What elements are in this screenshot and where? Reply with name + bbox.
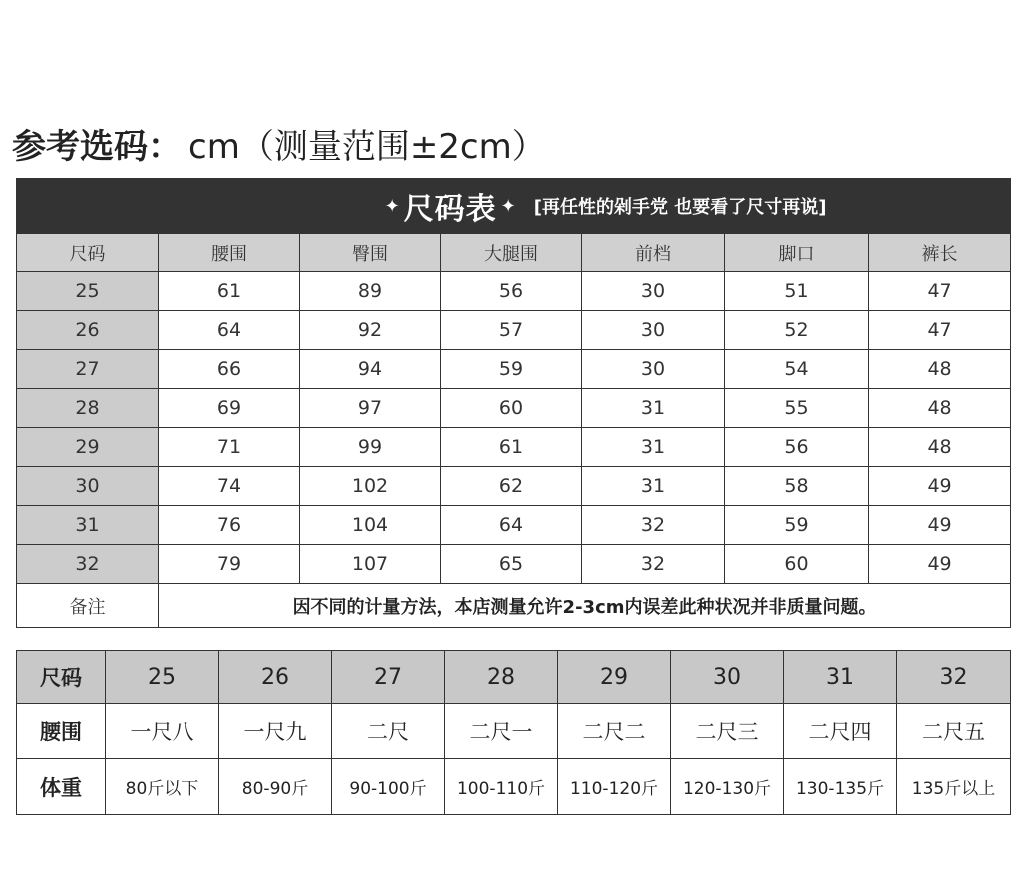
size-cell: 29 [17,428,159,467]
ref-waist-cell: 一尺八 [106,704,219,759]
heading-unit: cm（测量范围±2cm） [188,126,546,167]
ref-weight-cell: 80斤以下 [106,759,219,815]
measurement-cell: 97 [300,389,441,428]
size-reference-table [16,650,1011,815]
measurement-cell: 59 [725,506,869,545]
measurement-cell: 61 [159,272,300,311]
column-header: 前档 [582,234,725,272]
ref-weight-cell: 120-130斤 [671,759,784,815]
ref-weight-cell: 100-110斤 [445,759,558,815]
measurement-cell: 62 [441,467,582,506]
measurement-cell: 31 [582,389,725,428]
ref-size-cell: 25 [106,651,219,704]
table-row [17,311,1011,350]
banner-title: 尺码表 [403,192,497,227]
measurement-cell: 48 [869,428,1011,467]
note-row [17,584,1011,628]
measurement-cell: 60 [441,389,582,428]
measurement-cell: 107 [300,545,441,584]
measurement-cell: 49 [869,545,1011,584]
measurement-cell: 74 [159,467,300,506]
ref-size-cell: 27 [332,651,445,704]
measurement-cell: 94 [300,350,441,389]
size-cell: 30 [17,467,159,506]
measurement-cell: 48 [869,350,1011,389]
sparkle-left-icon: ✦ [384,195,400,217]
measurement-cell: 51 [725,272,869,311]
ref-waist-label: 腰围 [17,704,106,759]
measurement-cell: 64 [441,506,582,545]
measurement-cell: 31 [582,428,725,467]
page-heading [12,118,546,168]
ref-waist-cell: 二尺一 [445,704,558,759]
table-row [17,389,1011,428]
table-row [17,467,1011,506]
measurement-cell: 61 [441,428,582,467]
table-row [17,272,1011,311]
ref-size-cell: 28 [445,651,558,704]
measurement-cell: 54 [725,350,869,389]
measurement-cell: 49 [869,467,1011,506]
column-header: 大腿围 [441,234,582,272]
ref-weight-cell: 90-100斤 [332,759,445,815]
table-row [17,506,1011,545]
column-header: 脚口 [725,234,869,272]
ref-size-row [17,651,1011,704]
size-cell: 26 [17,311,159,350]
ref-weight-cell: 110-120斤 [558,759,671,815]
heading-title: 参考选码： [12,126,182,167]
column-header: 尺码 [17,234,159,272]
measurement-cell: 57 [441,311,582,350]
note-label: 备注 [17,584,159,628]
ref-size-cell: 32 [897,651,1011,704]
ref-size-label: 尺码 [17,651,106,704]
ref-weight-cell: 135斤以上 [897,759,1011,815]
ref-size-cell: 26 [219,651,332,704]
ref-waist-row [17,704,1011,759]
size-chart-banner [17,179,1011,234]
measurement-cell: 59 [441,350,582,389]
measurement-cell: 64 [159,311,300,350]
ref-weight-label: 体重 [17,759,106,815]
ref-waist-cell: 二尺 [332,704,445,759]
ref-weight-cell: 80-90斤 [219,759,332,815]
measurement-cell: 30 [582,350,725,389]
ref-waist-cell: 二尺三 [671,704,784,759]
measurement-cell: 69 [159,389,300,428]
ref-waist-cell: 二尺五 [897,704,1011,759]
measurement-cell: 58 [725,467,869,506]
column-header: 腰围 [159,234,300,272]
ref-waist-cell: 二尺二 [558,704,671,759]
measurement-cell: 30 [582,311,725,350]
measurement-cell: 71 [159,428,300,467]
column-header: 臀围 [300,234,441,272]
size-chart-header-row [17,234,1011,272]
measurement-cell: 31 [582,467,725,506]
measurement-cell: 49 [869,506,1011,545]
measurement-cell: 47 [869,311,1011,350]
banner-subtitle: [再任性的剁手党 也要看了尺寸再说] [533,197,827,218]
sparkle-right-icon: ✦ [500,195,516,217]
size-cell: 32 [17,545,159,584]
measurement-cell: 52 [725,311,869,350]
measurement-cell: 66 [159,350,300,389]
measurement-cell: 104 [300,506,441,545]
measurement-cell: 48 [869,389,1011,428]
ref-waist-cell: 二尺四 [784,704,897,759]
measurement-cell: 89 [300,272,441,311]
measurement-cell: 79 [159,545,300,584]
ref-weight-cell: 130-135斤 [784,759,897,815]
measurement-cell: 99 [300,428,441,467]
measurement-cell: 56 [441,272,582,311]
size-cell: 28 [17,389,159,428]
size-cell: 25 [17,272,159,311]
size-cell: 27 [17,350,159,389]
table-row [17,350,1011,389]
measurement-cell: 32 [582,506,725,545]
ref-size-cell: 31 [784,651,897,704]
column-header: 裤长 [869,234,1011,272]
banner-row [17,179,1011,234]
ref-size-cell: 29 [558,651,671,704]
measurement-cell: 76 [159,506,300,545]
measurement-cell: 30 [582,272,725,311]
measurement-cell: 65 [441,545,582,584]
measurement-cell: 102 [300,467,441,506]
measurement-cell: 92 [300,311,441,350]
table-row [17,428,1011,467]
measurement-cell: 47 [869,272,1011,311]
measurement-cell: 56 [725,428,869,467]
ref-size-cell: 30 [671,651,784,704]
size-cell: 31 [17,506,159,545]
measurement-cell: 60 [725,545,869,584]
ref-weight-row [17,759,1011,815]
size-chart-table [16,178,1011,628]
ref-waist-cell: 一尺九 [219,704,332,759]
note-text: 因不同的计量方法，本店测量允许2-3cm内误差此种状况并非质量问题。 [159,584,1011,628]
measurement-cell: 32 [582,545,725,584]
table-row [17,545,1011,584]
measurement-cell: 55 [725,389,869,428]
